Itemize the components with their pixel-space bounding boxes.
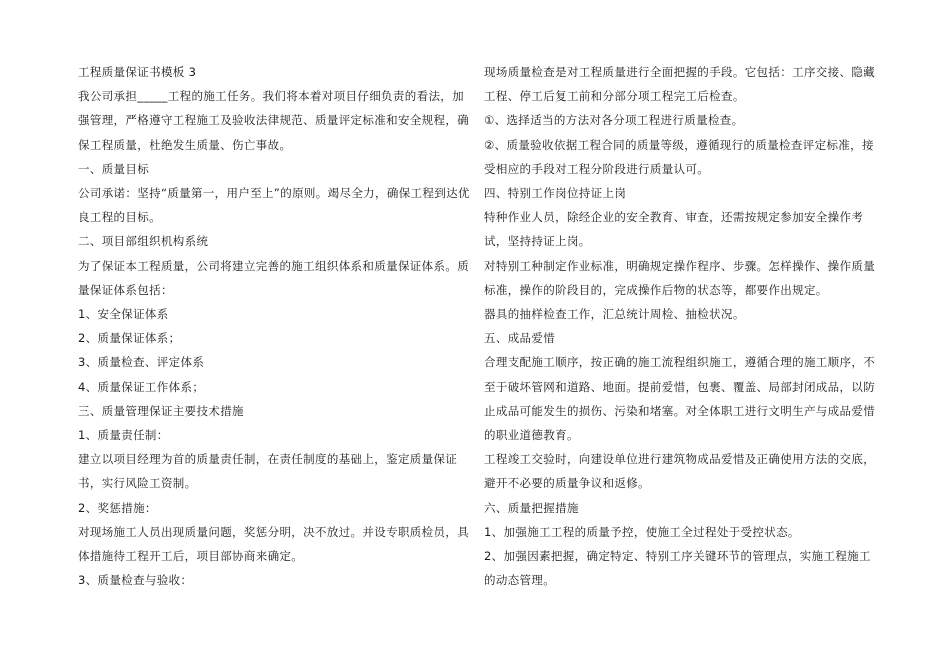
paragraph-construction-order: 合理支配施工顺序，按正确的施工流程组织施工，遵循合理的施工顺序，不至于破坏管网和道路、地面。提前爱惜，包裹、覆盖、局部封闭成品，以防止成品可能发生的损伤、污染和堵塞。对全体职工进行文明生产与成品爱惜的职业道德教育。 [484, 355, 876, 443]
list-item-acceptance: ②、质量验收依据工程合同的质量等级，遵循现行的质量检查评定标准，接受相应的手段对工程分阶段进行质量认可。 [484, 137, 874, 176]
section-heading-organization: 二、项目部组织机构系统 [78, 234, 209, 249]
paragraph-responsibility: 建立以项目经理为首的质量责任制，在责任制度的基础上，鉴定质量保证书，实行风险工资制。 [78, 452, 458, 491]
document-title: 工程质量保证书模板 3 [78, 65, 197, 79]
section-heading-technical-measures: 三、质量管理保证主要技术措施 [78, 403, 244, 418]
section-heading-certified-posts: 四、特别工作岗位持证上岗 [484, 186, 627, 201]
section-heading-quality-goal: 一、质量目标 [78, 161, 150, 176]
section-heading-product-care: 五、成品爱惜 [484, 331, 556, 346]
section-heading-quality-control: 六、质量把握措施 [484, 500, 579, 515]
list-item-quality-system: 2、质量保证体系； [78, 331, 181, 346]
paragraph-special-operators: 特种作业人员，除经企业的安全教育、审查，还需按规定参加安全操作考试，坚持持证上岗。 [484, 210, 864, 249]
subheading-inspection: 3、质量检查与验收： [78, 573, 193, 588]
list-item-factor-control: 2、加强因素把握，确定特定、特别工序关键环节的管理点，实施工程施工的动态管理。 [484, 549, 871, 588]
paragraph-handover: 工程竣工交验时，向建设单位进行建筑物成品爱惜及正确使用方法的交底，避开不必要的质量争议和返修。 [484, 452, 876, 491]
subheading-responsibility: 1、质量责任制： [78, 428, 169, 443]
list-item-method: ①、选择适当的方法对各分项工程进行质量检查。 [484, 113, 744, 128]
list-item-work-system: 4、质量保证工作体系； [78, 379, 205, 394]
paragraph-rewards: 对现场施工人员出现质量问题，奖惩分明，决不放过。并设专职质检员，具体措施待工程开工后，项目部协商来确定。 [78, 524, 470, 564]
paragraph-site-inspection: 现场质量检查是对工程质量进行全面把握的手段。它包括：工序交接、隐藏工程、停工后复工前和分部分项工程完工后检查。 [484, 65, 876, 104]
list-item-pre-control: 1、加强施工工程的质量予控，使施工全过程处于受控状态。 [484, 524, 800, 539]
list-item-safety-system: 1、安全保证体系 [78, 307, 169, 322]
subheading-rewards: 2、奖惩措施： [78, 500, 157, 515]
paragraph-commitment: 公司承诺：坚持“质量第一，用户至上”的原则。竭尽全力，确保工程到达优良工程的目标。 [78, 186, 470, 225]
right-column [484, 60, 879, 592]
intro-paragraph: 我公司承担_____工程的施工任务。我们将本着对项目仔细负责的看法，加强管理，严格遵守工程施工及验收法律规范、质量评定标准和安全规程，确保工程质量，杜绝发生质量、伤亡事故。 [78, 89, 470, 152]
left-column [78, 60, 473, 592]
paragraph-sampling: 器具的抽样检查工作，汇总统计周检、抽检状况。 [484, 307, 745, 322]
paragraph-operation-standards: 对特别工种制定作业标准，明确规定操作程序、步骤。怎样操作、操作质量标准，操作的阶段目的，完成操作后物的状态等，都要作出规定。 [484, 258, 876, 297]
list-item-inspection-system: 3、质量检查、评定体系 [78, 355, 205, 370]
paragraph-system-intro: 为了保证本工程质量，公司将建立完善的施工组织体系和质量保证体系。质量保证体系包括： [78, 258, 470, 297]
